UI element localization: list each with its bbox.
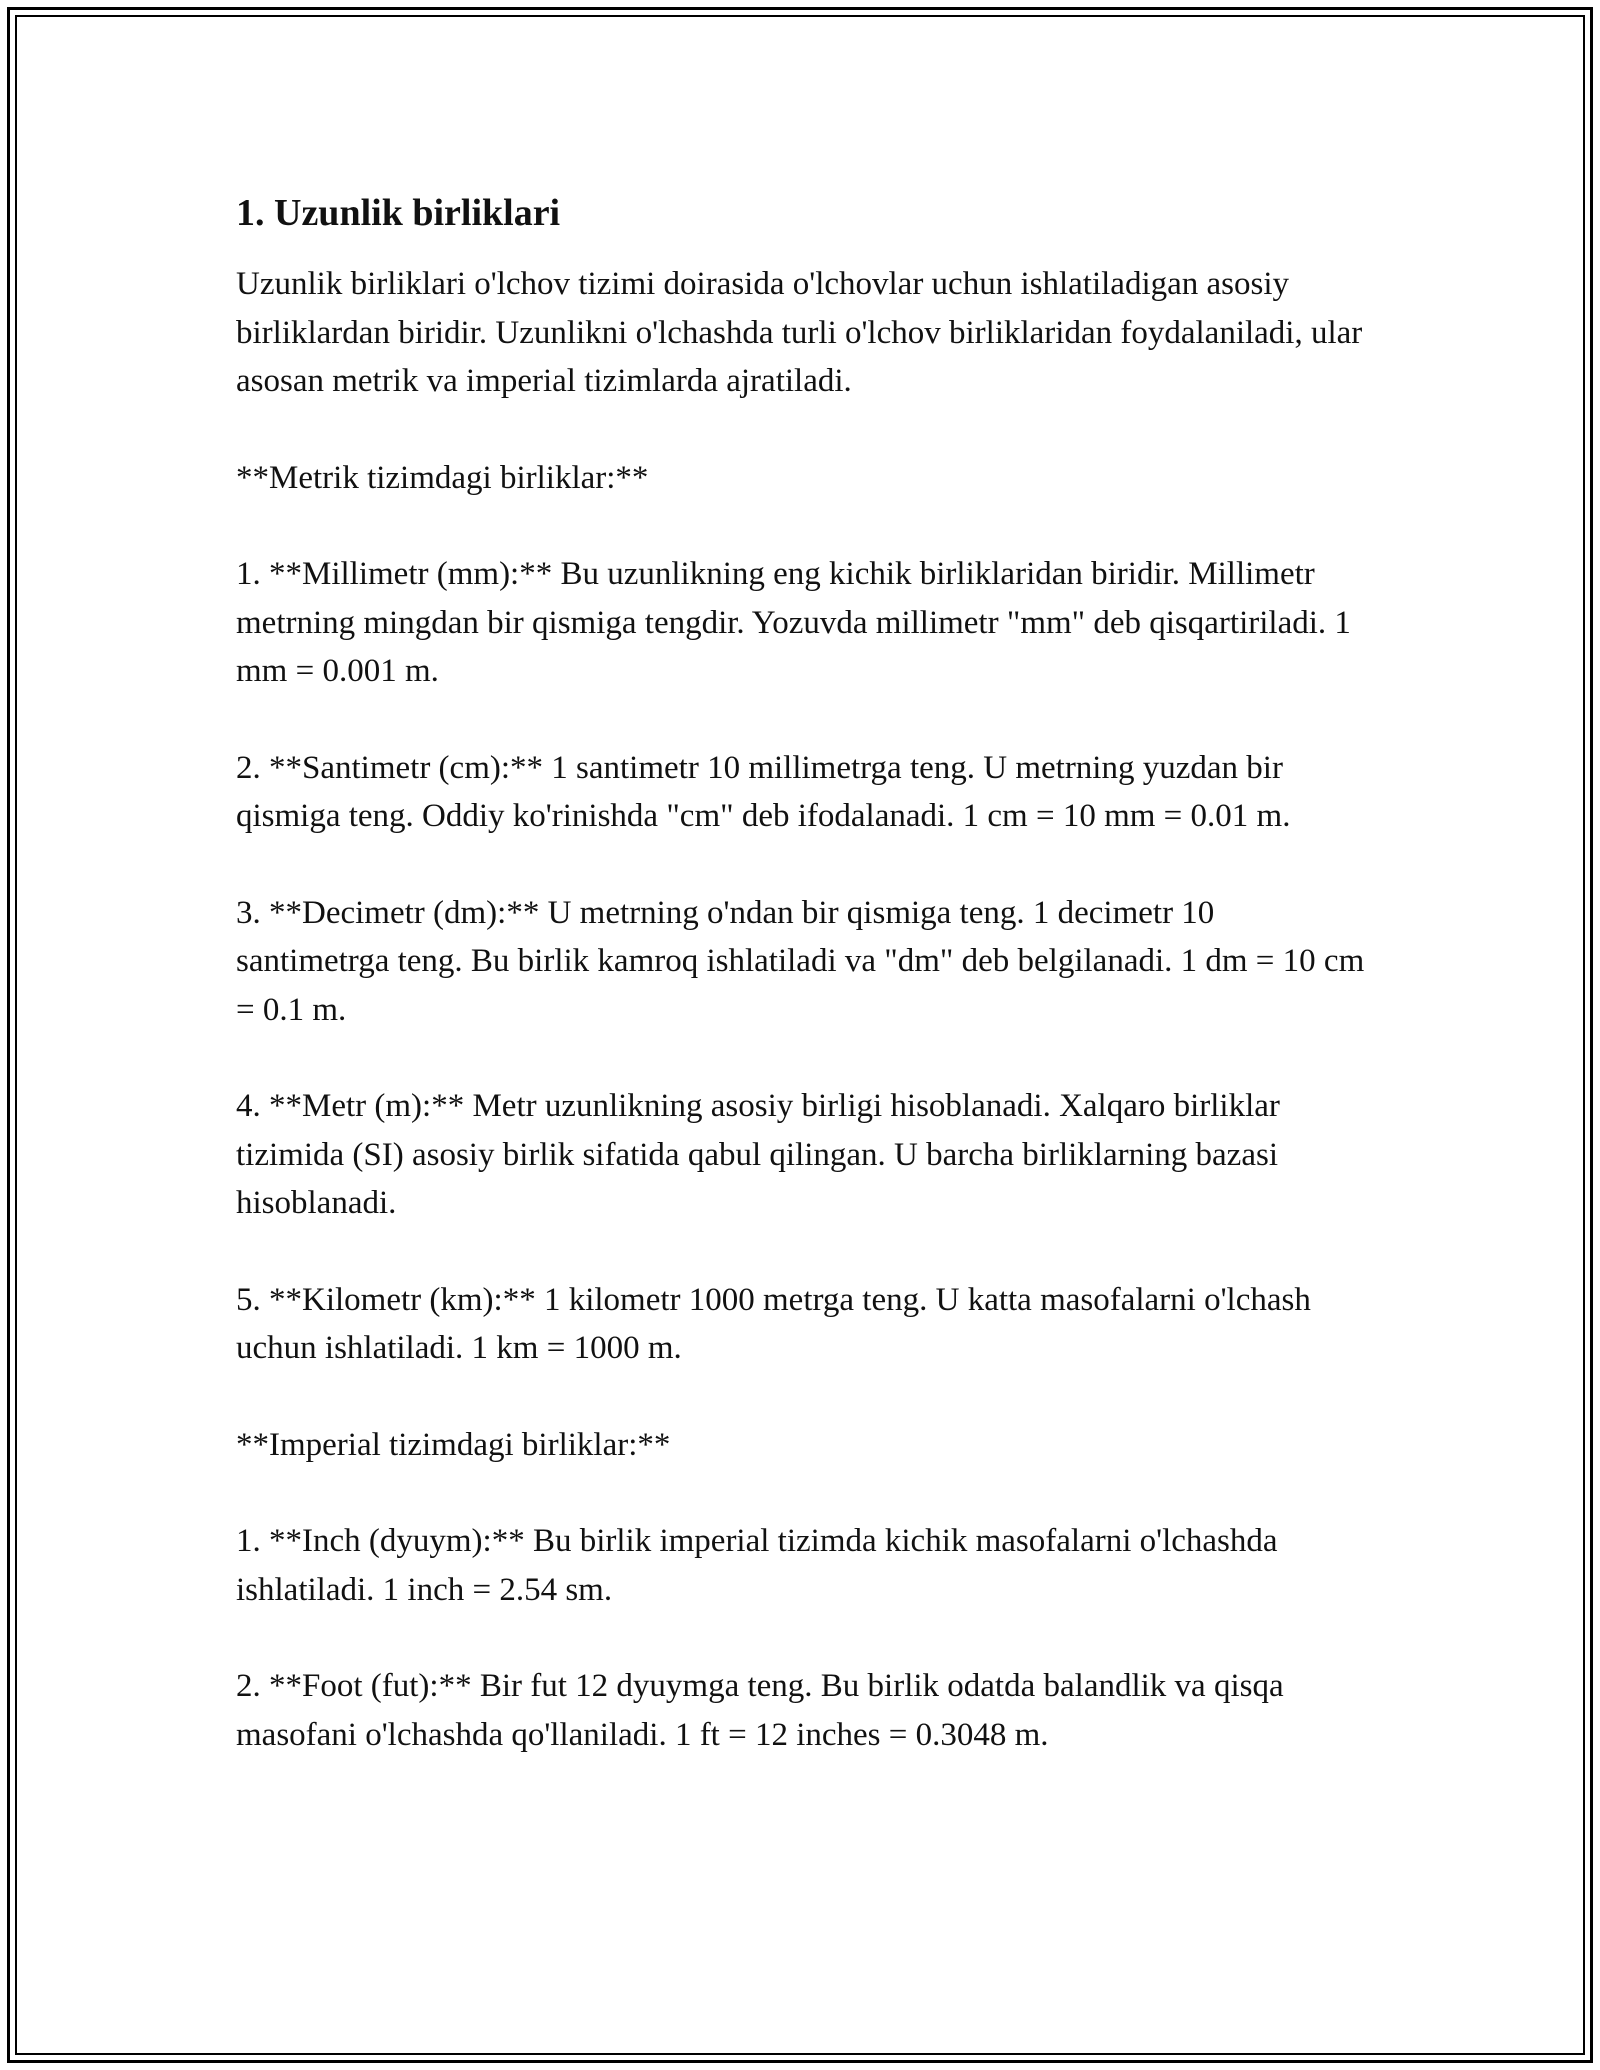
imperial-units-subheading: **Imperial tizimdagi birliklar:** bbox=[236, 1426, 671, 1463]
metric-units-subheading: **Metrik tizimdagi birliklar:** bbox=[236, 459, 649, 496]
document-body bbox=[236, 188, 1371, 1807]
list-item-foot: 2. **Foot (fut):** Bir fut 12 dyuymga teng. Bu birlik odatda balandlik va qisqa masofani o'lchashda qo'llaniladi. 1 ft = 12 inches = 0.3048 m. bbox=[236, 1668, 1284, 1753]
intro-paragraph: Uzunlik birliklari o'lchov tizimi doirasida o'lchovlar uchun ishlatiladigan asosiy birliklardan biridir. Uzunlikni o'lchashda turli o'lchov birliklaridan foydalaniladi, ular asosan metrik va imperial tizimlarda ajratiladi. bbox=[236, 266, 1363, 399]
section-heading: 1. Uzunlik birliklari bbox=[236, 192, 561, 234]
list-item-inch: 1. **Inch (dyuym):** Bu birlik imperial tizimda kichik masofalarni o'lchashda ishlatiladi. 1 inch = 2.54 sm. bbox=[236, 1523, 1278, 1608]
list-item-kilometr: 5. **Kilometr (km):** 1 kilometr 1000 metrga teng. U katta masofalarni o'lchash uchun ishlatiladi. 1 km = 1000 m. bbox=[236, 1281, 1311, 1366]
list-item-santimetr: 2. **Santimetr (cm):** 1 santimetr 10 millimetrga teng. U metrning yuzdan bir qismiga teng. Oddiy ko'rinishda "cm" deb ifodalanadi. 1 cm = 10 mm = 0.01 m. bbox=[236, 749, 1291, 834]
list-item-metr: 4. **Metr (m):** Metr uzunlikning asosiy birligi hisoblanadi. Xalqaro birliklar tizimida (SI) asosiy birlik sifatida qabul qilingan. U barcha birliklarning bazasi hisoblanadi. bbox=[236, 1088, 1280, 1221]
list-item-millimetr: 1. **Millimetr (mm):** Bu uzunlikning eng kichik birliklaridan biridir. Millimetr metrning mingdan bir qismiga tengdir. Yozuvda millimetr "mm" deb qisqartiriladi. 1 mm = 0.001 m. bbox=[236, 556, 1351, 689]
list-item-decimetr: 3. **Decimetr (dm):** U metrning o'ndan bir qismiga teng. 1 decimetr 10 santimetrga teng. Bu birlik kamroq ishlatiladi va "dm" deb belgilanadi. 1 dm = 10 cm = 0.1 m. bbox=[236, 894, 1365, 1028]
